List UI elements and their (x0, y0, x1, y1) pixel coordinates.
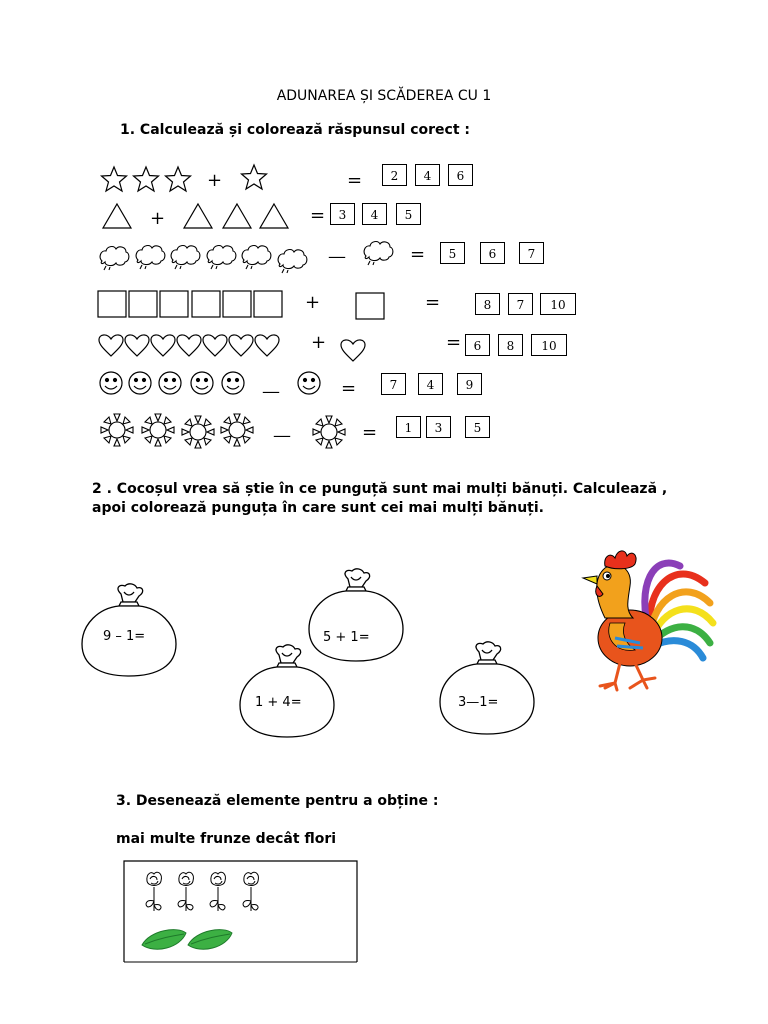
operator: + (305, 292, 321, 313)
answer-box[interactable]: 10 (531, 334, 567, 356)
answer-box[interactable]: 7 (519, 242, 544, 264)
rose-icon (178, 872, 193, 911)
answer-box[interactable]: 5 (440, 242, 465, 264)
exercise-2-line-1: 2 . Cocoșul vrea să știe în ce punguță sunt mai mulți bănuți. Calculează , (92, 481, 668, 497)
answer-box[interactable]: 2 (382, 164, 407, 186)
equals-sign: = (446, 332, 462, 353)
answer-box[interactable]: 4 (418, 373, 443, 395)
operator: + (207, 170, 223, 191)
equals-sign: = (341, 378, 357, 399)
exercise-1-heading: 1. Calculează și colorează răspunsul corect : (120, 122, 470, 138)
leaf-icon (188, 930, 232, 950)
bag-expression[interactable]: 3—1= (458, 695, 499, 710)
answer-box[interactable]: 6 (480, 242, 505, 264)
answer-box[interactable]: 9 (457, 373, 482, 395)
operator: + (150, 208, 166, 229)
equals-sign: = (310, 205, 326, 226)
rose-icon (243, 872, 258, 911)
leaf-icon (142, 930, 186, 950)
answer-box[interactable]: 4 (415, 164, 440, 186)
answer-box[interactable]: 10 (540, 293, 576, 315)
answer-box[interactable]: 3 (330, 203, 355, 225)
bag-expression[interactable]: 9 – 1= (103, 629, 146, 644)
answer-box[interactable]: 6 (448, 164, 473, 186)
rose-icon (146, 872, 161, 911)
equals-sign: = (347, 170, 363, 191)
exercise-2-line-2: apoi colorează punguța în care sunt cei mai mulți bănuți. (92, 500, 544, 516)
answer-box[interactable]: 5 (465, 416, 490, 438)
page-title: ADUNAREA ȘI SCĂDEREA CU 1 (276, 88, 492, 104)
operator: — (273, 425, 291, 446)
operator: — (262, 381, 280, 402)
answer-box[interactable]: 8 (475, 293, 500, 315)
bag-expression[interactable]: 1 + 4= (255, 695, 302, 710)
answer-box[interactable]: 5 (396, 203, 421, 225)
answer-box[interactable]: 3 (426, 416, 451, 438)
answer-box[interactable]: 4 (362, 203, 387, 225)
operator: + (311, 332, 327, 353)
answer-box[interactable]: 1 (396, 416, 421, 438)
exercise-3-heading: 3. Desenează elemente pentru a obține : (116, 793, 439, 809)
operator: — (328, 246, 346, 267)
rose-icon (210, 872, 225, 911)
equals-sign: = (362, 422, 378, 443)
bag-expression[interactable]: 5 + 1= (323, 630, 370, 645)
answer-box[interactable]: 7 (508, 293, 533, 315)
exercise-3-subheading: mai multe frunze decât flori (116, 831, 337, 847)
equals-sign: = (425, 292, 441, 313)
answer-box[interactable]: 6 (465, 334, 490, 356)
equals-sign: = (410, 244, 426, 265)
answer-box[interactable]: 8 (498, 334, 523, 356)
answer-box[interactable]: 7 (381, 373, 406, 395)
